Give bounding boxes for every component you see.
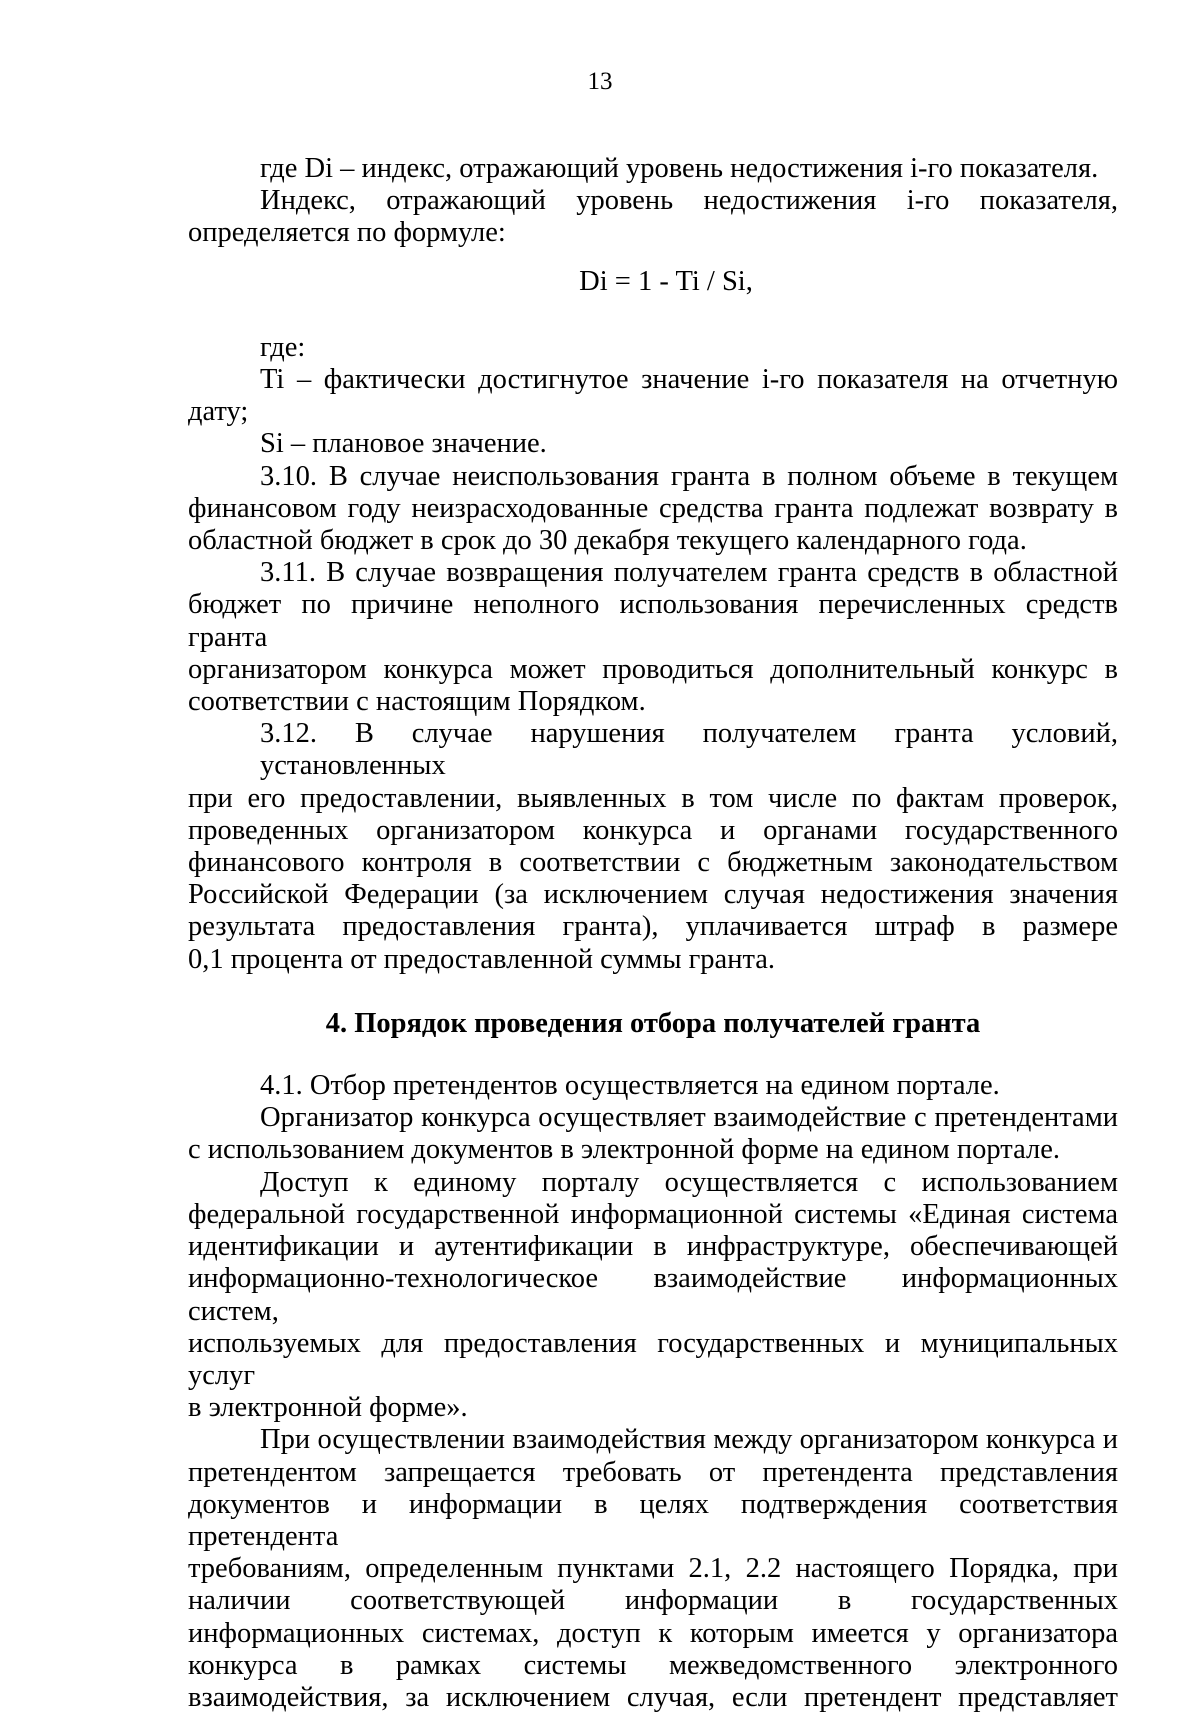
paragraph-di-definition bbox=[188, 153, 1118, 250]
text-line: 3.12. В случае нарушения получателем гранта условий, установленных bbox=[260, 718, 1118, 782]
text-line: федеральной государственной информационной системы «Единая система bbox=[188, 1198, 1118, 1230]
paragraph-access bbox=[188, 1167, 1118, 1425]
text-line: дату; bbox=[188, 396, 249, 428]
text-line: областной бюджет в срок до 30 декабря текущего календарного года. bbox=[188, 525, 1027, 557]
text-line: организатором конкурса может проводиться дополнительный конкурс в bbox=[188, 653, 1118, 685]
text-line: взаимодействия, за исключением случая, если претендент представляет bbox=[188, 1681, 1118, 1713]
text-line: идентификации и аутентификации в инфраструктуре, обеспечивающей bbox=[188, 1231, 1118, 1263]
text-line: Российской Федерации (за исключением случая недостижения значения bbox=[188, 879, 1118, 911]
text-line: Организатор конкурса осуществляет взаимодействие с претендентами bbox=[260, 1102, 1118, 1134]
section-heading: 4. Порядок проведения отбора получателей гранта bbox=[325, 1007, 981, 1039]
page-number: 13 bbox=[587, 68, 613, 95]
paragraph-3-12 bbox=[188, 718, 1118, 976]
paragraph-where bbox=[188, 332, 1118, 461]
paragraph-organizer bbox=[188, 1102, 1118, 1166]
text-line: 3.10. В случае неиспользования гранта в полном объеме в текущем bbox=[260, 460, 1118, 492]
text-line: конкурса в рамках системы межведомственного электронного bbox=[188, 1649, 1118, 1681]
text-line: претендентом запрещается требовать от претендента представления bbox=[188, 1456, 1118, 1488]
text-line: информационно-технологическое взаимодействие информационных систем, bbox=[188, 1263, 1118, 1327]
text-line: Ti – фактически достигнутое значение i-го показателя на отчетную bbox=[260, 364, 1118, 396]
text-line: финансовом году неизрасходованные средства гранта подлежат возврату в bbox=[188, 492, 1118, 524]
paragraph-interaction bbox=[188, 1424, 1118, 1714]
text-line: 4.1. Отбор претендентов осуществляется на едином портале. bbox=[260, 1070, 1000, 1102]
text-line: бюджет по причине неполного использования перечисленных средств гранта bbox=[188, 589, 1118, 653]
text-line: документов и информации в целях подтверждения соответствия претендента bbox=[188, 1488, 1118, 1552]
text-line: в электронной форме». bbox=[188, 1392, 468, 1424]
text-line: 3.11. В случае возвращения получателем гранта средств в областной bbox=[260, 557, 1118, 589]
text-line: финансового контроля в соответствии с бюджетным законодательством bbox=[188, 847, 1118, 879]
text-line: результата предоставления гранта), уплачивается штраф в размере bbox=[188, 911, 1118, 943]
text-line: При осуществлении взаимодействия между организатором конкурса и bbox=[260, 1424, 1118, 1456]
text-line: соответствии с настоящим Порядком. bbox=[188, 686, 646, 718]
text-line: проведенных организатором конкурса и органами государственного bbox=[188, 814, 1118, 846]
text-line: Si – плановое значение. bbox=[260, 428, 547, 460]
text-line: требованиям, определенным пунктами 2.1, 2.2 настоящего Порядка, при bbox=[188, 1553, 1118, 1585]
paragraph-3-11 bbox=[188, 557, 1118, 718]
text-line: с использованием документов в электронной форме на едином портале. bbox=[188, 1134, 1060, 1166]
text-line: при его предоставлении, выявленных в том числе по фактам проверок, bbox=[188, 782, 1118, 814]
paragraph-4-1 bbox=[188, 1070, 1118, 1102]
text-line: определяется по формуле: bbox=[188, 217, 506, 249]
text-line: информационных системах, доступ к которым имеется у организатора bbox=[188, 1617, 1118, 1649]
text-line: где: bbox=[260, 331, 306, 363]
paragraph-3-10 bbox=[188, 461, 1118, 558]
document-body bbox=[188, 153, 1118, 1714]
text-line: 0,1 процента от предоставленной суммы гранта. bbox=[188, 943, 776, 975]
formula: Di = 1 - Ti / Si, bbox=[579, 265, 753, 297]
text-line: наличии соответствующей информации в государственных bbox=[188, 1585, 1118, 1617]
text-line: Доступ к единому порталу осуществляется с использованием bbox=[260, 1166, 1118, 1198]
text-line: где Di – индекс, отражающий уровень недостижения i-го показателя. bbox=[260, 153, 1099, 184]
text-line: используемых для предоставления государственных и муниципальных услуг bbox=[188, 1327, 1118, 1391]
text-line: Индекс, отражающий уровень недостижения i-го показателя, bbox=[260, 185, 1118, 217]
